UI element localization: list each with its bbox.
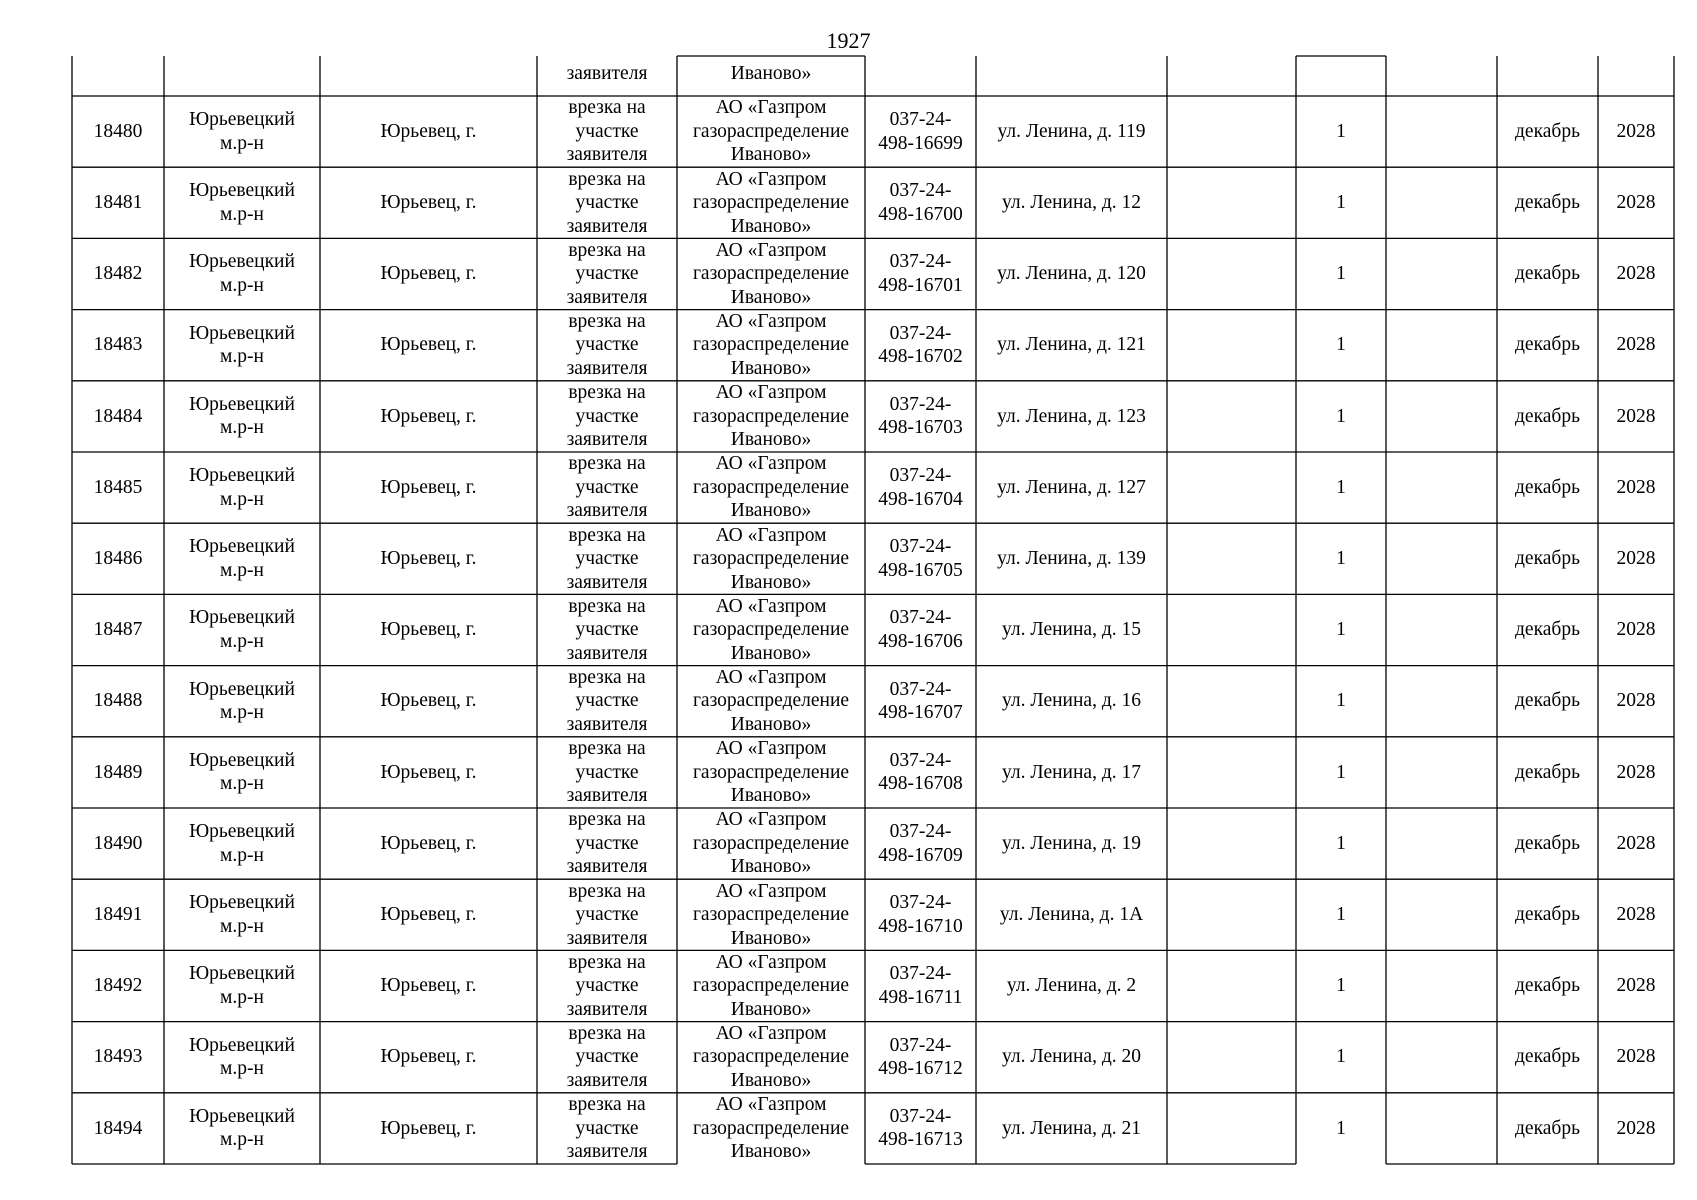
town-cell: Юрьевец, г. bbox=[380, 120, 477, 142]
code-cell: 037-24- 498-16711 bbox=[878, 963, 963, 1008]
row-number: 18484 bbox=[93, 405, 143, 427]
connection-type-cell: врезка на участке заявителя bbox=[566, 1022, 648, 1091]
address-cell: ул. Ленина, д. 17 bbox=[1001, 761, 1141, 783]
district-cell: Юрьевецкий м.р-н bbox=[189, 109, 295, 154]
town-cell: Юрьевец, г. bbox=[380, 548, 477, 570]
row-number: 18480 bbox=[93, 120, 143, 142]
row-number: 18494 bbox=[93, 1117, 143, 1139]
district-cell: Юрьевецкий м.р-н bbox=[189, 251, 295, 296]
year-cell: 2028 bbox=[1616, 405, 1656, 427]
address-cell: ул. Ленина, д. 12 bbox=[1001, 192, 1141, 214]
row-number: 18482 bbox=[93, 263, 143, 285]
address-cell: ул. Ленина, д. 2 bbox=[1006, 975, 1137, 997]
organization-cell: АО «Газпром газораспределение Иваново» bbox=[692, 1094, 850, 1163]
address-cell: ул. Ленина, д. 139 bbox=[997, 548, 1146, 570]
organization-cell: АО «Газпром газораспределение Иваново» bbox=[692, 880, 850, 949]
organization-cell: АО «Газпром газораспределение Иваново» bbox=[692, 453, 850, 522]
organization-cell: АО «Газпром газораспределение Иваново» bbox=[692, 239, 850, 308]
month-cell: декабрь bbox=[1515, 832, 1580, 854]
year-cell: 2028 bbox=[1616, 619, 1656, 641]
address-cell: ул. Ленина, д. 123 bbox=[997, 405, 1146, 427]
address-cell: ул. Ленина, д. 119 bbox=[997, 120, 1146, 142]
district-cell: Юрьевецкий м.р-н bbox=[189, 821, 295, 866]
town-cell: Юрьевец, г. bbox=[380, 761, 477, 783]
month-cell: декабрь bbox=[1515, 904, 1580, 926]
district-cell: Юрьевецкий м.р-н bbox=[189, 536, 295, 581]
code-cell: 037-24- 498-16707 bbox=[878, 678, 963, 724]
month-cell: декабрь bbox=[1515, 1117, 1580, 1139]
code-cell: 037-24- 498-16701 bbox=[878, 251, 963, 296]
code-cell: 037-24- 498-16712 bbox=[878, 1034, 963, 1080]
month-cell: декабрь bbox=[1515, 405, 1580, 427]
connection-type-cell: врезка на участке заявителя bbox=[566, 239, 648, 308]
connection-type-cell: врезка на участке заявителя bbox=[566, 453, 648, 522]
address-cell: ул. Ленина, д. 15 bbox=[1001, 619, 1141, 641]
town-cell: Юрьевец, г. bbox=[380, 405, 477, 427]
connection-type-cell: врезка на участке заявителя bbox=[566, 951, 648, 1020]
quantity-cell: 1 bbox=[1336, 619, 1346, 641]
row-number: 18486 bbox=[93, 548, 143, 570]
organization-cell: АО «Газпром газораспределение Иваново» bbox=[692, 666, 850, 735]
organization-cell: АО «Газпром газораспределение Иваново» bbox=[692, 97, 850, 166]
connection-type-cell: врезка на участке заявителя bbox=[566, 168, 648, 237]
organization-cell: АО «Газпром газораспределение Иваново» bbox=[692, 382, 850, 451]
quantity-cell: 1 bbox=[1336, 263, 1346, 285]
code-cell: 037-24- 498-16708 bbox=[878, 749, 963, 795]
district-cell: Юрьевецкий м.р-н bbox=[189, 749, 295, 795]
town-cell: Юрьевец, г. bbox=[380, 832, 477, 854]
row-number: 18488 bbox=[93, 690, 143, 712]
town-cell: Юрьевец, г. bbox=[380, 1117, 477, 1139]
year-cell: 2028 bbox=[1616, 690, 1656, 712]
district-cell: Юрьевецкий м.р-н bbox=[189, 1105, 295, 1151]
month-cell: декабрь bbox=[1515, 334, 1580, 356]
organization-cell: АО «Газпром газораспределение Иваново» bbox=[692, 524, 850, 593]
year-cell: 2028 bbox=[1616, 1117, 1656, 1139]
year-cell: 2028 bbox=[1616, 476, 1656, 498]
connection-type-cell: врезка на участке заявителя bbox=[566, 738, 648, 807]
organization-cell: АО «Газпром газораспределение Иваново» bbox=[692, 168, 850, 237]
town-cell: Юрьевец, г. bbox=[380, 192, 477, 214]
month-cell: декабрь bbox=[1515, 548, 1580, 570]
year-cell: 2028 bbox=[1616, 832, 1656, 854]
row-number: 18493 bbox=[93, 1046, 143, 1068]
organization-cell: Иваново» bbox=[730, 63, 812, 85]
year-cell: 2028 bbox=[1616, 1046, 1656, 1068]
month-cell: декабрь bbox=[1515, 690, 1580, 712]
code-cell: 037-24- 498-16709 bbox=[878, 821, 963, 866]
address-cell: ул. Ленина, д. 1А bbox=[999, 904, 1144, 926]
month-cell: декабрь bbox=[1515, 120, 1580, 142]
row-number: 18491 bbox=[93, 904, 143, 926]
organization-cell: АО «Газпром газораспределение Иваново» bbox=[692, 310, 850, 379]
organization-cell: АО «Газпром газораспределение Иваново» bbox=[692, 1022, 850, 1091]
code-cell: 037-24- 498-16705 bbox=[878, 536, 963, 581]
month-cell: декабрь bbox=[1515, 192, 1580, 214]
year-cell: 2028 bbox=[1616, 761, 1656, 783]
quantity-cell: 1 bbox=[1336, 1046, 1346, 1068]
connection-type-cell: врезка на участке заявителя bbox=[566, 595, 648, 664]
district-cell: Юрьевецкий м.р-н bbox=[189, 607, 295, 652]
quantity-cell: 1 bbox=[1336, 975, 1346, 997]
year-cell: 2028 bbox=[1616, 263, 1656, 285]
code-cell: 037-24- 498-16706 bbox=[878, 607, 963, 652]
address-cell: ул. Ленина, д. 120 bbox=[997, 263, 1146, 285]
row-number: 18481 bbox=[93, 192, 143, 214]
code-cell: 037-24- 498-16710 bbox=[878, 892, 963, 937]
organization-cell: АО «Газпром газораспределение Иваново» bbox=[692, 809, 850, 878]
quantity-cell: 1 bbox=[1336, 476, 1346, 498]
town-cell: Юрьевец, г. bbox=[380, 619, 477, 641]
quantity-cell: 1 bbox=[1336, 120, 1346, 142]
connection-type-cell: врезка на участке заявителя bbox=[566, 382, 648, 451]
connection-type-cell: врезка на участке заявителя bbox=[566, 809, 648, 878]
year-cell: 2028 bbox=[1616, 334, 1656, 356]
address-cell: ул. Ленина, д. 21 bbox=[1001, 1117, 1141, 1139]
quantity-cell: 1 bbox=[1336, 832, 1346, 854]
month-cell: декабрь bbox=[1515, 476, 1580, 498]
connection-type-cell: врезка на участке заявителя bbox=[566, 880, 648, 949]
town-cell: Юрьевец, г. bbox=[380, 904, 477, 926]
connection-type-cell: врезка на участке заявителя bbox=[566, 310, 648, 379]
year-cell: 2028 bbox=[1616, 192, 1656, 214]
row-number: 18492 bbox=[93, 975, 143, 997]
address-cell: ул. Ленина, д. 19 bbox=[1001, 832, 1141, 854]
code-cell: 037-24- 498-16704 bbox=[878, 465, 963, 510]
quantity-cell: 1 bbox=[1336, 548, 1346, 570]
code-cell: 037-24- 498-16703 bbox=[878, 393, 963, 439]
quantity-cell: 1 bbox=[1336, 405, 1346, 427]
month-cell: декабрь bbox=[1515, 975, 1580, 997]
code-cell: 037-24- 498-16713 bbox=[878, 1105, 963, 1151]
code-cell: 037-24- 498-16700 bbox=[878, 180, 963, 225]
month-cell: декабрь bbox=[1515, 761, 1580, 783]
town-cell: Юрьевец, г. bbox=[380, 690, 477, 712]
code-cell: 037-24- 498-16699 bbox=[878, 109, 963, 154]
district-cell: Юрьевецкий м.р-н bbox=[189, 1034, 295, 1080]
row-number: 18483 bbox=[93, 334, 143, 356]
district-cell: Юрьевецкий м.р-н bbox=[189, 322, 295, 368]
district-cell: Юрьевецкий м.р-н bbox=[189, 892, 295, 937]
organization-cell: АО «Газпром газораспределение Иваново» bbox=[692, 951, 850, 1020]
district-cell: Юрьевецкий м.р-н bbox=[189, 465, 295, 510]
town-cell: Юрьевец, г. bbox=[380, 975, 477, 997]
district-cell: Юрьевецкий м.р-н bbox=[189, 180, 295, 225]
row-number: 18485 bbox=[93, 476, 143, 498]
month-cell: декабрь bbox=[1515, 1046, 1580, 1068]
quantity-cell: 1 bbox=[1336, 690, 1346, 712]
town-cell: Юрьевец, г. bbox=[380, 263, 477, 285]
year-cell: 2028 bbox=[1616, 904, 1656, 926]
connection-type-cell: врезка на участке заявителя bbox=[566, 524, 648, 593]
quantity-cell: 1 bbox=[1336, 334, 1346, 356]
month-cell: декабрь bbox=[1515, 619, 1580, 641]
month-cell: декабрь bbox=[1515, 263, 1580, 285]
year-cell: 2028 bbox=[1616, 120, 1656, 142]
year-cell: 2028 bbox=[1616, 975, 1656, 997]
address-cell: ул. Ленина, д. 16 bbox=[1001, 690, 1141, 712]
quantity-cell: 1 bbox=[1336, 1117, 1346, 1139]
row-number: 18490 bbox=[93, 832, 143, 854]
connection-type-cell: врезка на участке заявителя bbox=[566, 1094, 648, 1163]
district-cell: Юрьевецкий м.р-н bbox=[189, 393, 295, 439]
code-cell: 037-24- 498-16702 bbox=[878, 322, 963, 368]
connection-type-cell: врезка на участке заявителя bbox=[566, 666, 648, 735]
organization-cell: АО «Газпром газораспределение Иваново» bbox=[692, 595, 850, 664]
address-cell: ул. Ленина, д. 20 bbox=[1001, 1046, 1141, 1068]
town-cell: Юрьевец, г. bbox=[380, 476, 477, 498]
organization-cell: АО «Газпром газораспределение Иваново» bbox=[692, 738, 850, 807]
quantity-cell: 1 bbox=[1336, 761, 1346, 783]
page-number: 1927 bbox=[826, 28, 871, 53]
row-number: 18487 bbox=[93, 619, 143, 641]
town-cell: Юрьевец, г. bbox=[380, 334, 477, 356]
town-cell: Юрьевец, г. bbox=[380, 1046, 477, 1068]
address-cell: ул. Ленина, д. 127 bbox=[997, 476, 1146, 498]
connection-type-cell: заявителя bbox=[566, 63, 648, 85]
row-number: 18489 bbox=[93, 761, 143, 783]
year-cell: 2028 bbox=[1616, 548, 1656, 570]
quantity-cell: 1 bbox=[1336, 192, 1346, 214]
district-cell: Юрьевецкий м.р-н bbox=[189, 678, 295, 724]
quantity-cell: 1 bbox=[1336, 904, 1346, 926]
address-cell: ул. Ленина, д. 121 bbox=[997, 334, 1146, 356]
district-cell: Юрьевецкий м.р-н bbox=[189, 963, 295, 1008]
connection-type-cell: врезка на участке заявителя bbox=[566, 97, 648, 166]
